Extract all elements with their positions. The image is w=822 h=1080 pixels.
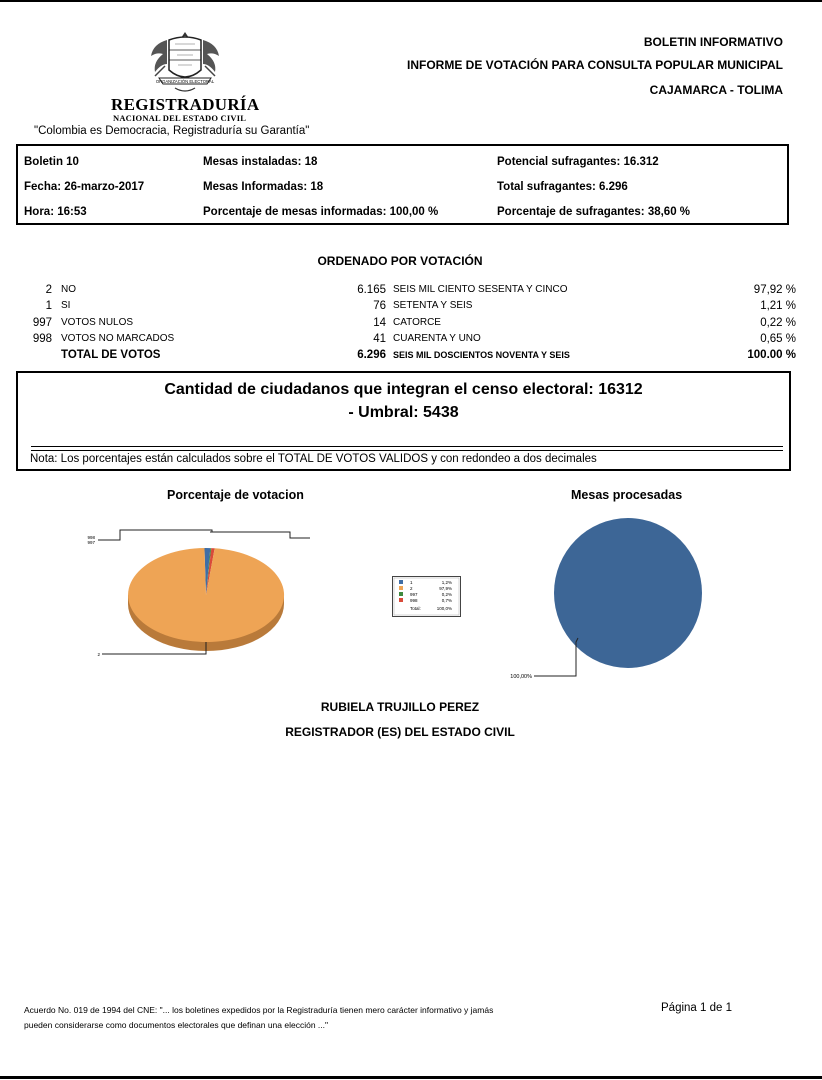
slice-label: 997 [87, 540, 95, 545]
votacion-pie-chart [80, 520, 320, 665]
result-words: CUARENTA Y UNO [393, 333, 481, 344]
slice-label: 100,00% [510, 674, 532, 680]
boletin-time: Hora: 16:53 [24, 206, 87, 218]
mesas-pie-chart [500, 518, 710, 683]
header-line-2: INFORME DE VOTACIÓN PARA CONSULTA POPULAR MUNICIPAL [407, 58, 783, 72]
censo-count: Cantidad de ciudadanos que integran el censo electoral: 16312 [164, 381, 643, 398]
results-title: ORDENADO POR VOTACIÓN [317, 254, 483, 268]
legend-label: 2 [410, 586, 413, 591]
legal-note-line-1: Acuerdo No. 019 de 1994 del CNE: "... los boletines expedidos por la Registraduría tienen mero carácter informativo y jamás [24, 1005, 494, 1015]
legend-value: 97,9% [439, 586, 452, 591]
legend-swatch [399, 598, 403, 602]
legend-value: 0,2% [441, 592, 452, 597]
legend-swatch [399, 592, 403, 596]
porcentaje-mesas: Porcentaje de mesas informadas: 100,00 % [203, 206, 439, 218]
leader-line [534, 638, 578, 676]
signatory-name: RUBIELA TRUJILLO PEREZ [320, 700, 480, 714]
boletin-number: Boletin 10 [24, 156, 79, 168]
header-line-1: BOLETIN INFORMATIVO [643, 35, 783, 49]
total-pct: 100.00 % [747, 349, 796, 361]
result-name: SI [61, 300, 71, 311]
result-votes: 6.165 [357, 284, 386, 296]
chart-title-votacion: Porcentaje de votacion [167, 488, 304, 502]
result-pct: 0,65 % [760, 333, 796, 345]
signatory-role: REGISTRADOR (ES) DEL ESTADO CIVIL [285, 725, 515, 739]
result-words: SETENTA Y SEIS [393, 300, 473, 311]
legend-swatch [399, 580, 403, 584]
seal-ribbon-text: ORGANIZACIÓN ELECTORAL [155, 79, 215, 84]
slogan: "Colombia es Democracia, Registraduría su Garantía" [34, 125, 310, 137]
result-votes: 76 [373, 300, 386, 312]
legend-value: 0,7% [441, 598, 452, 603]
legend-total-value: 100,0% [436, 606, 452, 611]
umbral: - Umbral: 5438 [348, 404, 459, 421]
result-row [0, 317, 822, 333]
org-name: REGISTRADURÍA [111, 95, 260, 114]
result-code: 1 [45, 300, 52, 312]
legal-note [24, 1003, 584, 1033]
censo-box [16, 371, 791, 471]
top-border [0, 0, 822, 2]
legend-value: 1,2% [441, 580, 452, 585]
bottom-border [0, 1076, 822, 1079]
boletin-info-box [16, 144, 789, 225]
legend-swatch [399, 586, 403, 590]
legend-total-label: Total: [410, 606, 421, 611]
result-row [0, 284, 822, 300]
mesas-informadas: Mesas Informadas: 18 [203, 181, 324, 193]
result-name: VOTOS NO MARCADOS [61, 333, 175, 344]
total-row [0, 349, 822, 365]
result-code: 998 [32, 333, 52, 345]
result-row [0, 300, 822, 316]
result-name: NO [61, 284, 76, 295]
org-subtitle: NACIONAL DEL ESTADO CIVIL [113, 113, 247, 123]
slice-label: 2 [97, 652, 100, 657]
porcentaje-sufragantes: Porcentaje de sufragantes: 38,60 % [497, 206, 691, 218]
result-pct: 0,22 % [760, 317, 796, 329]
registraduria-seal-logo [145, 26, 225, 96]
result-words: CATORCE [393, 317, 441, 328]
slice-label: 998 [87, 535, 95, 540]
page-number: Página 1 de 1 [661, 1002, 732, 1014]
potencial-sufragantes: Potencial sufragantes: 16.312 [497, 156, 659, 168]
result-row [0, 333, 822, 349]
result-votes: 41 [373, 333, 386, 345]
leader-line [210, 532, 310, 538]
chart-title-mesas: Mesas procesadas [571, 488, 683, 502]
boletin-date: Fecha: 26-marzo-2017 [24, 181, 145, 193]
pie-legend [392, 576, 462, 618]
mesas-instaladas: Mesas instaladas: 18 [203, 156, 318, 168]
result-code: 2 [45, 284, 52, 296]
header-line-3: CAJAMARCA - TOLIMA [649, 83, 783, 97]
double-divider [31, 446, 783, 451]
result-pct: 1,21 % [760, 300, 796, 312]
legend-label: 1 [410, 580, 413, 585]
total-votes: 6.296 [357, 349, 386, 361]
nota-text: Nota: Los porcentajes están calculados sobre el TOTAL DE VOTOS VALIDOS y con redondeo a dos decimales [30, 453, 597, 465]
result-pct: 97,92 % [753, 284, 796, 296]
result-votes: 14 [373, 317, 386, 329]
legend-label: 997 [410, 592, 418, 597]
total-sufragantes: Total sufragantes: 6.296 [497, 181, 628, 193]
result-name: VOTOS NULOS [61, 317, 134, 328]
legend-label: 998 [410, 598, 418, 603]
total-words: SEIS MIL DOSCIENTOS NOVENTA Y SEIS [393, 350, 570, 360]
leader-line [98, 530, 212, 540]
result-words: SEIS MIL CIENTO SESENTA Y CINCO [393, 284, 568, 295]
legal-note-line-2: pueden considerarse como documentos electorales que definan una elección ..." [24, 1020, 329, 1030]
result-code: 997 [32, 317, 52, 329]
total-label: TOTAL DE VOTOS [61, 349, 161, 361]
